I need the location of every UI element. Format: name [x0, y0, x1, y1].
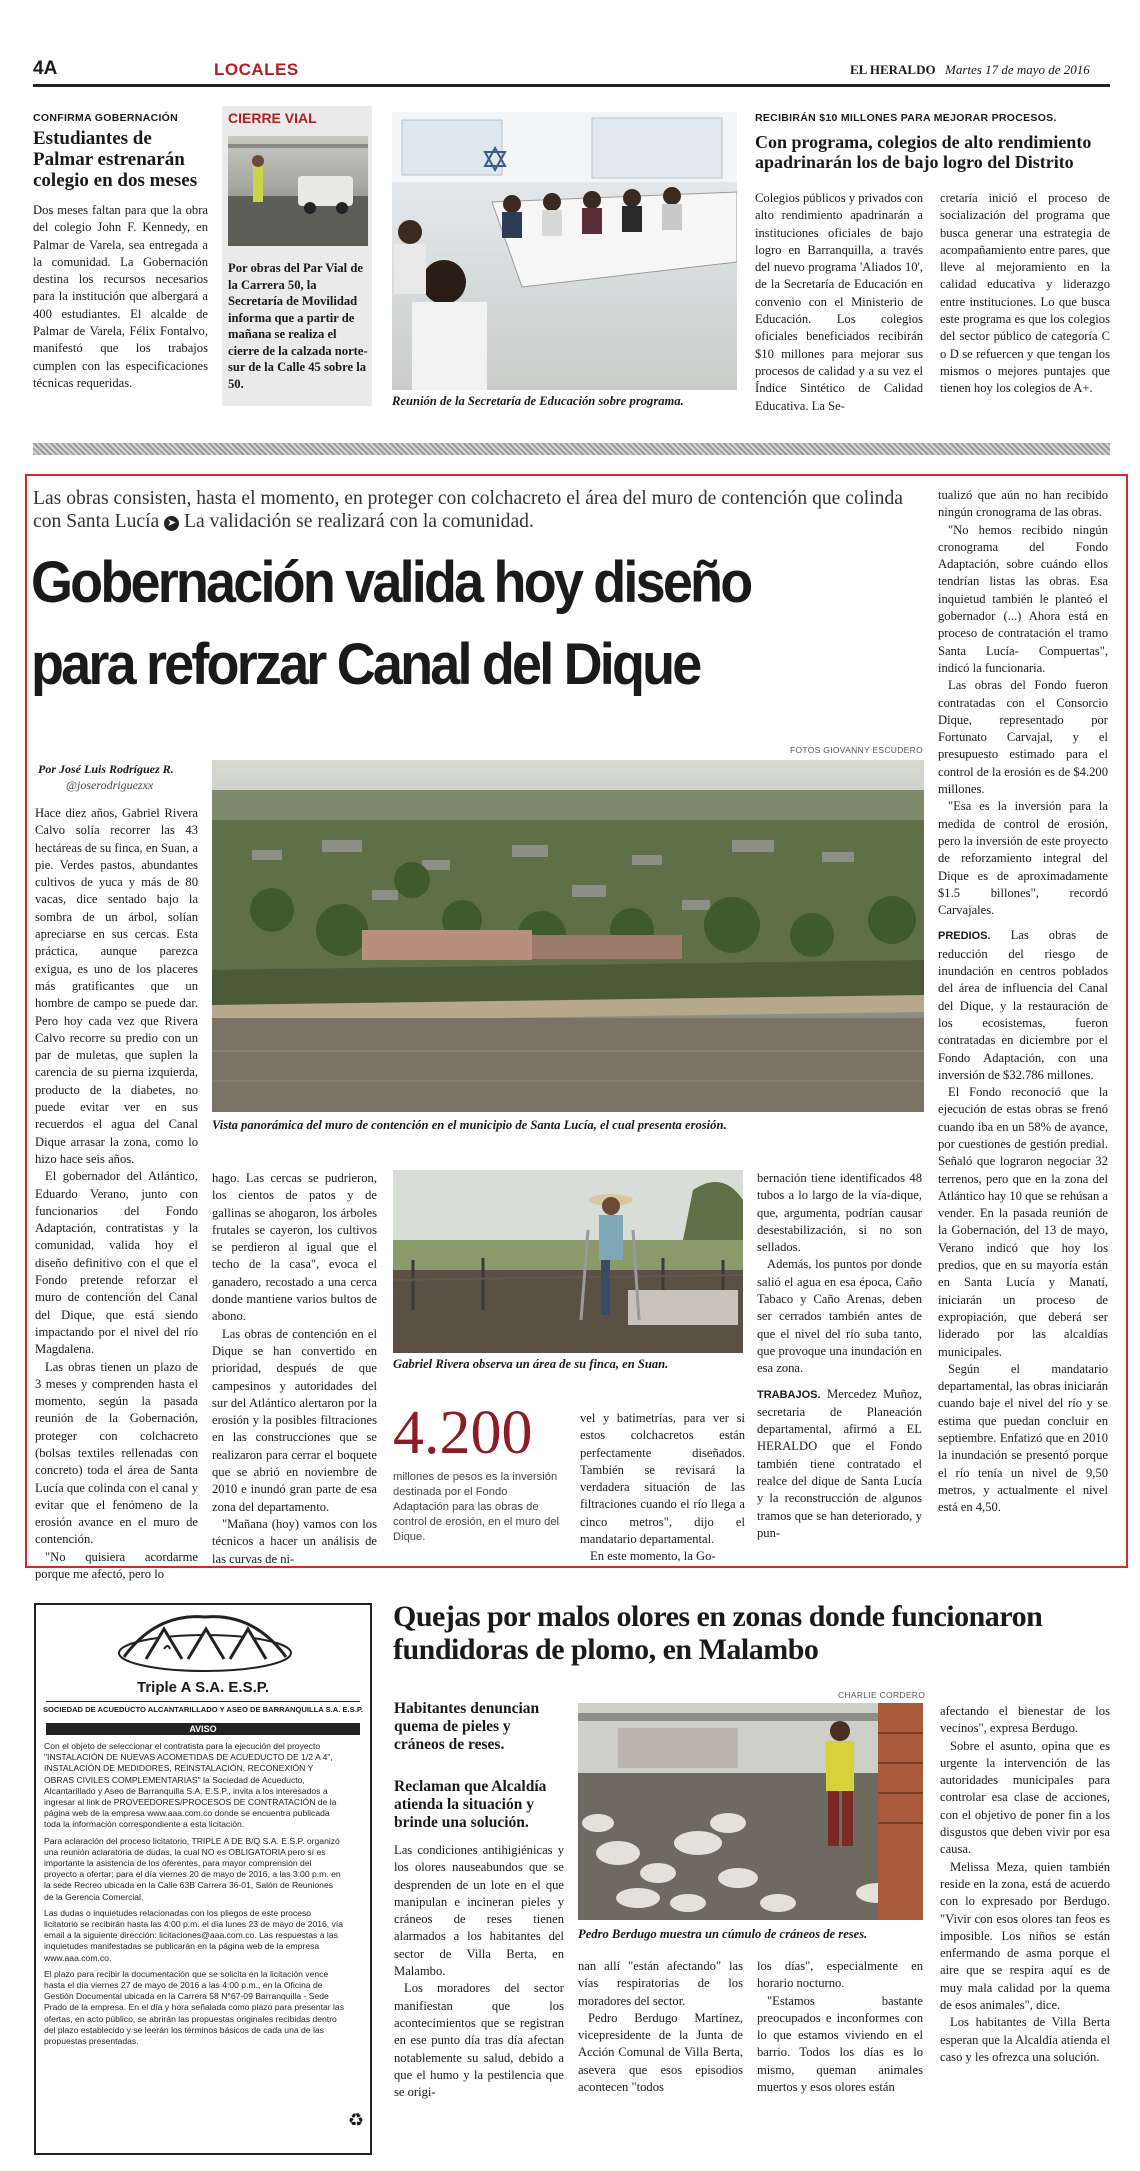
- triple-a-ad: [34, 1603, 372, 2155]
- byline-handle: @joserodriguezxx: [66, 778, 154, 792]
- paper-name: EL HERALDO: [850, 62, 936, 77]
- subhead-2: Reclaman que Alcaldía atienda la situación y brinde una solución.: [394, 1778, 547, 1831]
- headline: Con programa, colegios de alto rendimiento apadrinarán los de bajo logro del Distrito: [755, 132, 1092, 172]
- paragraph: vel y batimetrías, para ver si estos colchacretos están perfectamente diseñados. También se revisará la verdadera situación de las filtraciones cuando el río llega a cinco metros", dijo el mandatario departamental.: [580, 1411, 745, 1547]
- malambo-col-2: [578, 1958, 743, 2096]
- paragraph: Melissa Meza, quien también reside en la zona, está de acuerdo con lo expresado por Berdugo. "Vivir con esos olores tan feos es imposible. Los niños se están enfermando de asma porque el aire que se respira aquí es de muy mala calidad por la quema de esos animales", dice.: [940, 1859, 1110, 2013]
- photo-caption: Vista panorámica del muro de contención en el municipio de Santa Lucía, el cual presenta erosión.: [212, 1118, 727, 1132]
- ad-brand-name: Triple A S.A. E.S.P.: [137, 1679, 269, 1696]
- headline: Quejas por malos olores en zonas donde funcionaron fundidoras de plomo, en Malambo: [393, 1600, 1043, 1666]
- paragraph: Pedro Berdugo Martínez, vicepresidente de la Junta de Acción Comunal de Villa Berta, asevera que esos episodios acontecen "todos: [578, 2010, 743, 2095]
- headline: Estudiantes de Palmar estrenarán colegio en dos meses: [33, 128, 198, 191]
- recycle-icon: ♻: [347, 2110, 365, 2130]
- kicker: RECIBIRÁN $10 MILLONES PARA MEJORAR PROCESOS.: [755, 112, 1057, 124]
- traffic-photo: [228, 136, 368, 246]
- paragraph: [938, 927, 1108, 1084]
- paragraph: En este momento, la Go-: [590, 1549, 716, 1564]
- paragraph-text: Las obras de reducción del riesgo de inundación en centros poblados del área de influencia del Canal del Dique, y la restauración de los ecosistemas, fueron contratadas en diciembre por el Fondo Adaptación, con una inversión de $32.786 millones.: [938, 928, 1108, 1082]
- meeting-photo: [392, 112, 737, 390]
- main-col-4: [757, 1170, 922, 1542]
- stat-value: 4.200: [393, 1399, 533, 1467]
- brief-cierre-vial: [222, 106, 372, 406]
- section-divider: [33, 443, 1110, 455]
- headline-line-1: Gobernación valida hoy diseño: [31, 550, 751, 615]
- deck: [33, 487, 913, 533]
- paragraph: afectando el bienestar de los vecinos", expresa Berdugo.: [940, 1704, 1110, 1736]
- ad-paragraph: El plazo para recibir la documentación que se solicita en la licitación vence hasta el día viernes 27 de mayo de 2016 a las 4:00 p.m., en la Oficina de Gestión Documental ubicada en la Carrera 58 N°67-09 Barranquilla - Sede Prado de la empresa. En el día y hora señalada como plazo para presentar las ofertas, en acto público, se abrirán las propuestas originales recibidas dentro del plazo establecido y se leerán los términos básicos de cada una de las propuestas presentadas.: [44, 1968, 345, 2047]
- photo-credit: FOTOS GIOVANNY ESCUDERO: [790, 745, 924, 755]
- paragraph: "No quisiera acordarme porque me afectó, pero lo: [35, 1549, 198, 1582]
- section-name: LOCALES: [214, 60, 299, 79]
- deck-part-1: Las obras consisten, hasta el momento, en proteger con colchacreto el área del muro de contención que colinda con Santa Lucía: [33, 488, 903, 532]
- paragraph: Las obras tienen un plazo de 3 meses y comprenden hasta el momento, según la pasada reunión de la Gobernación, proteger con colchacreto (bolsas textiles rellenadas con concreto) toda el área de Santa Lucía que colinda con el canal y evitar que el fenómeno de la erosión avance en el muro de contención.: [35, 1359, 198, 1547]
- body-col-1: Colegios públicos y privados con alto rendimiento apadrinarán a instituciones oficiales de bajo logro en Barranquilla, a través del nuevo programa 'Aliados 10', de la Secretaría de Educación en convenio con el Ministerio de Educación. Los colegios oficiales beneficiados recibirán $10 millones para mejorar sus procesos de calidad y a su vez el Índice Sintético de Calidad Educativa. La Se-: [755, 191, 923, 413]
- paragraph: Sobre el asunto, opina que es urgente la intervención de las autoridades municipales para controlar esa clase de acciones, con el objetivo de poner fin a los disgustos que deben vivir por esa causa.: [940, 1738, 1110, 1857]
- body-text: Dos meses faltan para que la obra del colegio John F. Kennedy, en Palmar de Varela, sea entregada a la comunidad. La Gobernación destina los recursos necesarios para la institución que albergará a 400 estudiantes. El alcalde de Palmar de Varela, Félix Fontalvo, manifestó que los trabajos cumplen con las especificaciones técnicas requeridas.: [33, 203, 208, 390]
- ad-company: SOCIEDAD DE ACUEDUCTO ALCANTARILLADO Y ASEO DE BARRANQUILLA S.A. E.S.P.: [42, 1705, 364, 1714]
- ad-paragraph: Para aclaración del proceso licitatorio, TRIPLE A DE B/Q S.A. E.S.P. organizó una reunión aclaratoria de dudas, la cual NO es OBLIGATORIA pero sí es importante la asistencia de los oferentes, para mayor comprensión del proyecto a ofertar; para el día viernes 20 de mayo de 2016, a las 3:00 p.m. en la sede Recreo ubicada en la Calle 63B Carrera 36-01, Salón de Reuniones de la Gerencia Comercial.: [44, 1835, 341, 1902]
- paragraph: tualizó que aún no han recibido ningún cronograma de las obras.: [938, 488, 1108, 520]
- byline: Por José Luis Rodríguez R.: [38, 762, 174, 776]
- paragraph: Según el mandatario departamental, las obras iniciarán cuando baje el nivel del río y se estima que puedan concluir en septiembre. Enfatizó que en 2010 la inundación se presentó porque el río tenía un nivel de 9,50 metros, y actualmente el nivel está en 4,50.: [938, 1361, 1108, 1515]
- main-col-3: [580, 1410, 745, 1566]
- paragraph: Las obras del Fondo fueron contratadas con el Consorcio Dique, representado por Fortunato Carvajal, y el presupuesto estimado para el control de la erosión es de $4.200 millones.: [938, 678, 1108, 797]
- header-rule: [33, 84, 1110, 87]
- malambo-col-1: [394, 1842, 564, 2101]
- canal-photo: [212, 760, 924, 1112]
- main-col-2: [212, 1170, 377, 1568]
- paragraph: Las condiciones antihigiénicas y los olores nauseabundos que se desprenden de un lote en el que manipulan e incineran pieles y cráneos de reses tienen alarmados a los habitantes del sector de Villa Berta, en Malambo.: [394, 1843, 564, 1979]
- paragraph: Los habitantes de Villa Berta esperan que la Alcaldía atienda el caso y les ofrezca una solución.: [940, 2015, 1110, 2064]
- page-number: 4A: [33, 58, 58, 79]
- malambo-col-3: [757, 1958, 923, 2096]
- photo-caption: Reunión de la Secretaría de Educación sobre programa.: [392, 394, 684, 408]
- paragraph: los días", especialmente en horario nocturno.: [757, 1959, 923, 1991]
- paragraph: El Fondo reconoció que la ejecución de estas obras se frenó cuando iba en un 58% de avance, por cuestiones de gestión predial. Señaló que lograron negociar 32 terrenos, pero que en la zona del Atlántico hay 10 que se rehúsan a vender. En la pasada reunión de la Gobernación, del 13 de mayo, Verano indicó que hoy los predios, que en su mayoría están en Santa Lucía y Manatí, iniciarán un proceso de expropiación, que deberá ser liderado por las alcaldías municipales.: [938, 1085, 1108, 1359]
- paragraph: "Esa es la inversión para la medida de control de erosión, pero la inversión de este proyecto de reforzamiento integral del Dique es de aproximadamente $1.5 billones", recordó Carvajales.: [938, 799, 1108, 918]
- body-text: Por obras del Par Vial de la Carrera 50, la Secretaría de Movilidad informa que a partir de mañana se realiza el cierre de la calzada norte-sur de la Calle 45 sobre la 50.: [228, 261, 368, 391]
- ad-body: [44, 1741, 344, 2047]
- headline-line-2: para reforzar Canal del Dique: [31, 632, 700, 697]
- photo2-caption: Gabriel Rivera observa un área de su finca, en Suan.: [393, 1357, 669, 1371]
- paragraph: [757, 1386, 922, 1543]
- ad-paragraph: Con el objeto de seleccionar el contratista para la ejecución del proyecto "INSTALACIÓN DE NUEVAS ACOMETIDAS DE ACUEDUCTO DE 1/2 A 4", INSTALACIÓN DE MEDIDORES, REINSTALACIÓN, RECONEXIÓN Y OBRAS CIVILES COMPLEMENTARIAS" la Sociedad de Acueducto, Alcantarillado y Aseo de Barranquilla S.A. E.S.P., invita a los interesados a ingresar al link de PROVEEDORES/PROCESOS DE CONTRATACIÓN de la página web de la empresa www.aaa.com.co donde se encuentra publicada toda la información correspondiente a esta licitación.: [44, 1741, 337, 1830]
- paragraph: hago. Las cercas se pudrieron, los cientos de patos y de gallinas se ahogaron, los árboles frutales se cayeron, los cultivos se perdieron al igual que el techo de la casa", evoca el ganadero, recostado a una cerca donde mantiene varios bultos de abono.: [212, 1171, 377, 1324]
- stat-text: millones de pesos es la inversión destinada por el Fondo Adaptación para las obras de control de erosión, en el muro del Dique.: [393, 1471, 560, 1543]
- paragraph: nan allí "están afectando" las vías respiratorias de los moradores del sector.: [578, 1959, 743, 2008]
- arrow-icon: ➤: [164, 516, 179, 531]
- paragraph: El gobernador del Atlántico, Eduardo Verano, junto con funcionarios del Fondo Adaptación, contratistas y la comunidad, valida hoy el diseño definitivo con el que el Fondo pretende reforzar el muro de contención del Canal del Dique, que está siendo impactando por el nivel del río Magdalena.: [35, 1169, 198, 1357]
- issue-date: Martes 17 de mayo de 2016: [945, 62, 1090, 77]
- skulls-photo: [578, 1703, 923, 1920]
- kicker: CIERRE VIAL: [228, 110, 317, 126]
- farmer-photo: [393, 1170, 743, 1353]
- paragraph: Los moradores del sector manifiestan que los acontecimientos que se registran en ese punto día tras día afectan notablemente su salud, debido a que el humo y la pestilencia que se origi-: [394, 1981, 564, 2100]
- deck-part-2: La validación se realizará con la comunidad.: [184, 511, 534, 532]
- divider: [46, 1701, 360, 1702]
- ad-label: AVISO: [46, 1723, 360, 1735]
- photo-credit: CHARLIE CORDERO: [838, 1690, 926, 1700]
- paragraph: Además, los puntos por donde salió el agua en esa época, Caño Tabaco y Caño Arenas, deben ser cerrados también antes de que el nivel del río suba tanto, que provoque una inundación en esa zona.: [757, 1257, 922, 1376]
- section-lead: PREDIOS.: [938, 930, 991, 943]
- paragraph: Las obras de contención en el Dique se han convertido en prioridad, después de que campesinos y autoridades del sur del Atlántico alertaron por la erosión y la posibles filtraciones en las construcciones que se realizaron para cerrar el boquete que se abrió en noviembre de 2010 e inundó gran parte de esa zona del departamento.: [212, 1326, 377, 1514]
- main-col-5: [938, 487, 1108, 1517]
- malambo-col-4: [940, 1703, 1110, 2066]
- paragraph: "Estamos bastante preocupados e inconformes con lo que estamos viviendo en el barrio. Todos los días es lo mismo, queman animales muertos y esos olores están: [757, 1993, 923, 2095]
- paragraph: Hace diez años, Gabriel Rivera Calvo solía recorrer las 43 hectáreas de su finca, en Suan, a pie. Verdes pastos, abundantes cultivos de yuca y más de 80 vacas, dice sentado bajo la sombra de un árbol, solían apreciarse en sus cercas. Esta práctica, aunque parezca exigua, es uno de los placeres más gratificantes que un hombre de campo se puede dar. Pero hoy cada vez que Rivera Calvo recorre su predio con un par de muletas, que suplen la carencia de su pierna izquierda, producto de la diabetes, no puede evitar ver en sus recuerdos el agua del Canal Dique arrasar la zona, como lo hizo hace seis años.: [35, 806, 198, 1166]
- photo-caption: Pedro Berdugo muestra un cúmulo de cráneos de reses.: [578, 1927, 868, 1941]
- body-col-2: cretaría inició el proceso de socialización del programa que busca generar una estrategia de acompañamiento entre pares, que lleve al mejoramiento en la calidad educativa y liderazgo entre instituciones. Lo que busca este programa es que los colegios del sector público de categoría C o D se refuercen y que tengan los mismos o mejores puntajes que tienen hoy los colegios de A+.: [940, 191, 1110, 396]
- paragraph: "No hemos recibido ningún cronograma del Fondo Adaptación, sobre cuándo ellos tendrían listas las obras. Esa inquietud también le planteó el gobernador (...) Ahora está en proceso de contratación el tramo Santa Lucía- Compuertas", indicó la funcionaria.: [938, 522, 1108, 675]
- subhead-1: Habitantes denuncian quema de pieles y cráneos de reses.: [394, 1700, 540, 1753]
- kicker: CONFIRMA GOBERNACIÓN: [33, 112, 179, 124]
- section-lead: TRABAJOS.: [757, 1388, 821, 1401]
- paragraph: "Mañana (hoy) vamos con los técnicos a hacer un análisis de las curvas de ni-: [212, 1516, 377, 1566]
- ad-paragraph: Las dudas o inquietudes relacionadas con los pliegos de este proceso licitatorio se recibirán hasta las 4:00 p.m. el día lunes 23 de mayo de 2016, vía email a la siguiente dirección: licitaciones@aaa.com.co. Las respuestas a las inquietudes manifestadas se publicarán en la página web de la empresa www.aaa.com.co.: [44, 1907, 344, 1963]
- paragraph: bernación tiene identificados 48 tubos a lo largo de la vía-dique, que, argumenta, podrían causar desestabilización, si no son sellados.: [757, 1171, 922, 1255]
- paragraph-text: Mercedez Muñoz, secretaria de Planeación departamental, afirmó a EL HERALDO que el Fondo también tiene contratado el realce del dique de Santa Lucía y la reconstrucción de algunos tramos que se han deteriorado, y pun-: [757, 1386, 922, 1540]
- main-col-1: [35, 805, 198, 1583]
- ad-logo: [116, 1613, 294, 1677]
